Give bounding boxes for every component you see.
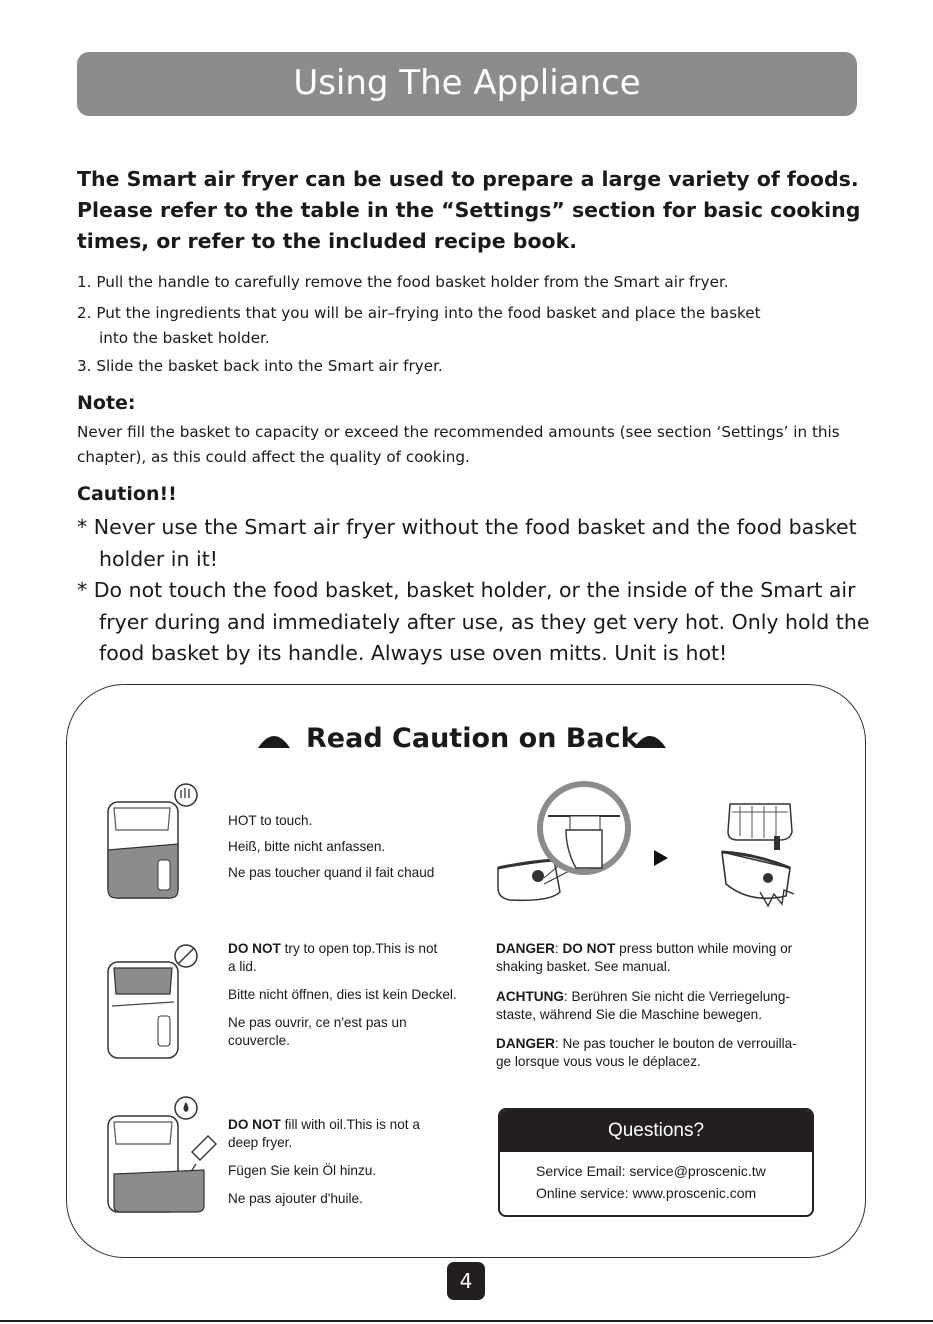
note-text: Never fill the basket to capacity or exceed the recommended amounts (see section ‘Settings’ in this chapter), as this could affect the quality of cooking. [77, 423, 840, 466]
danger-text-en: DANGER: DO NOT press button while moving or shaking basket. See manual. [496, 941, 793, 974]
caution-item-2-cont: fryer during and immediately after use, as they get very hot. Only hold the [99, 609, 870, 634]
up-arrow-icon [256, 728, 292, 750]
step-3: 3. Slide the basket back into the Smart air fryer. [77, 357, 443, 375]
caution-item-1-cont: holder in it! [99, 546, 218, 571]
note-heading: Note: [77, 392, 136, 414]
step-2: 2. Put the ingredients that you will be air–frying into the food basket and place the basket [77, 304, 761, 322]
instruction-steps [77, 270, 877, 379]
danger-text-de: ACHTUNG: Berühren Sie nicht die Verriegelung- staste, während Sie die Maschine bewegen. [496, 989, 790, 1022]
arrow-right-icon [654, 850, 668, 866]
online-service: Online service: www.proscenic.com [536, 1185, 757, 1201]
caution-list [77, 512, 897, 670]
air-fryer-no-oil-illustration [100, 1092, 220, 1217]
questions-heading: Questions? [500, 1110, 812, 1152]
questions-box [498, 1108, 814, 1217]
caution-item-1: * Never use the Smart air fryer without the food basket and the food basket [77, 515, 857, 539]
caution-heading: Caution!! [77, 483, 177, 505]
basket-release-illustration [490, 780, 810, 920]
up-arrow-icon [632, 728, 668, 750]
no-lid-warning-text: DO NOT try to open top.This is not a lid. Bitte nicht öffnen, dies ist kein Deckel. Ne pas ouvrir, ce n'est pas un couvercle. [228, 941, 457, 1048]
air-fryer-no-lid-illustration [100, 940, 210, 1060]
step-2-continued: into the basket holder. [99, 329, 270, 347]
danger-text-fr: DANGER: Ne pas toucher le bouton de verrouilla- ge lorsque vous vous le déplacez. [496, 1036, 797, 1069]
hand-icon [175, 784, 197, 806]
caution-item-2: * Do not touch the food basket, basket holder, or the inside of the Smart air [77, 578, 856, 602]
intro-paragraph: The Smart air fryer can be used to prepare a large variety of foods. Please refer to the table in the “Settings” section for basic cooking times, or refer to the included recipe book. [77, 167, 861, 253]
hot-warning-text: HOT to touch. Heiß, bitte nicht anfassen. Ne pas toucher quand il fait chaud [228, 813, 435, 880]
page-number: 4 [447, 1262, 485, 1300]
bottom-rule [0, 1320, 933, 1322]
caution-item-2-cont2: food basket by its handle. Always use oven mitts. Unit is hot! [99, 641, 728, 665]
step-1: 1. Pull the handle to carefully remove the food basket holder from the Smart air fryer. [77, 273, 729, 291]
section-title-banner: Using The Appliance [77, 52, 857, 116]
no-oil-warning-text: DO NOT fill with oil.This is not a deep fryer. Fügen Sie kein Öl hinzu. Ne pas ajouter d'huile. [228, 1117, 420, 1206]
air-fryer-hot-illustration [100, 780, 210, 900]
service-email: Service Email: service@proscenic.tw [536, 1163, 766, 1179]
